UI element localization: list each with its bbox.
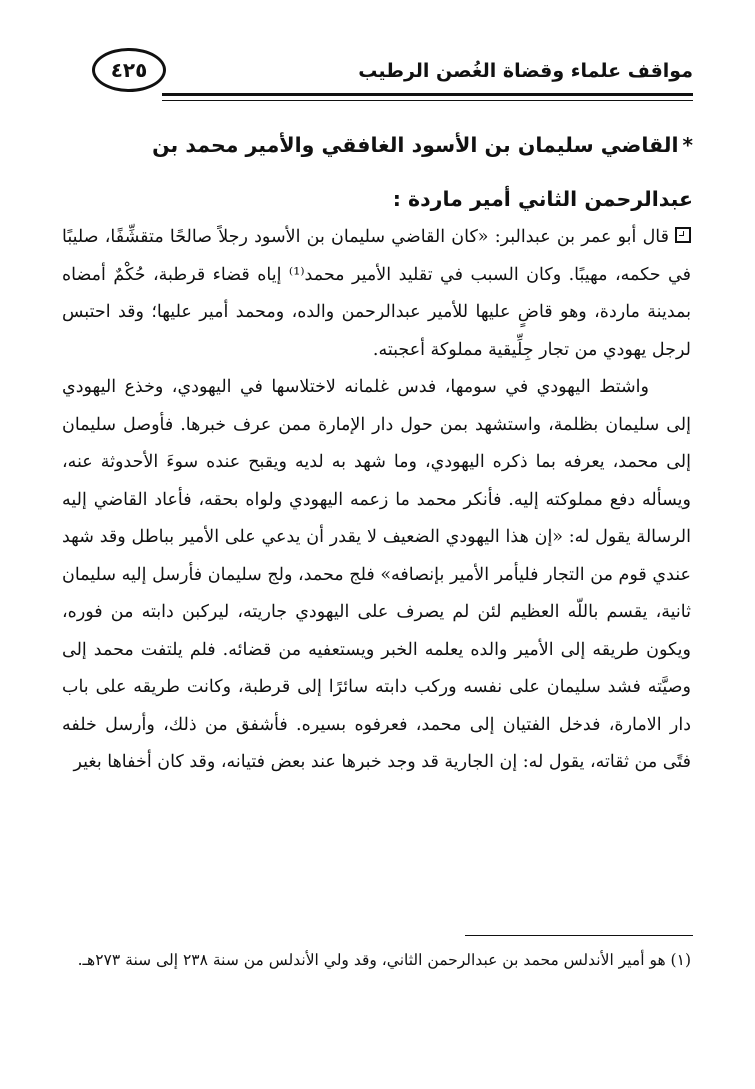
section-heading [58, 118, 693, 226]
footnote-1: (١) هو أمير الأندلس محمد بن عبدالرحمن الثاني، وقد ولي الأندلس من سنة ٢٣٨ إلى سنة ٢٧٣هـ. [77, 951, 691, 969]
paragraph-2: واشتط اليهودي في سومها، فدس غلمانه لاختلاسها في اليهودي، وخذع اليهودي إلى سليمان بظلمة، واستشهد بمن حول دار الإمارة ممن عرف خبرها. فأوصل سليمان إلى محمد، يعرفه بما ذكره اليهودي، وما شهد به لديه ويقبح عنده سوءَ الأحدوثة عنه، ويسأله دفع مملوكته إليه. فأنكر محمد ما زعمه اليهودي ولواه بحقه، فأعاد القاضي إليه الرسالة يقول له: «إن هذا اليهودي الضعيف لا يقدر أن يدعي على الأمير بباطل وقد شهد عندي قوم من التجار فليأمر الأمير بإنصافه» فلج محمد، ولج سليمان فأرسل إليه سليمان ثانية، يقسم باللّه العظيم لئن لم يصرف على اليهودي جاريته، ليركبن دابته من فوره، ويكون طريقه إلى الأمير والده يعلمه الخبر ويستعفيه من قضائه. فلم يلتفت محمد إلى وصيَّته فشد سليمان على نفسه وركب دابته سائرًا إلى قرطبة، وكانت طريقه على باب دار الامارة، فدخل الفتيان إلى محمد، فعرفوه بسيره. فأشفق من ذلك، وأرسل خلفه فتًى من ثقاته، يقول له: إن الجارية قد وجد خبرها عند بعض فتيانه، وقد كان أخفاها بغير [62, 377, 691, 772]
page-header [92, 38, 693, 96]
footnote-rule [465, 935, 693, 936]
page-number-badge [92, 48, 166, 92]
page-number: ٤٢٥ [110, 58, 148, 82]
running-title: مواقف علماء وقضاة الغُصن الرطيب [358, 60, 693, 82]
footnotes [62, 944, 691, 976]
body-text [62, 219, 691, 782]
checkbox-bullet-icon [675, 227, 691, 243]
header-rule-thin [162, 100, 693, 101]
heading-text: القاضي سليمان بن الأسود الغافقي والأمير محمد بن عبدالرحمن الثاني أمير ماردة : [152, 133, 693, 211]
paragraph-1-text: قال أبو عمر بن عبدالبر: «كان القاضي سليمان بن الأسود رجلاً صالحًا متقشِّفًا، صليبًا في حكمه، مهيبًا. وكان السبب في تقليد الأمير محمد⁽¹⁾ إياه قضاء قرطبة، حُكْمٌ أمضاه بمدينة ماردة، وهو قاضٍ عليها للأمير عبدالرحمن والده، ومحمد أمير عليها؛ وقد احتبس لرجل يهودي من تجار جِلِّيقية مملوكة أعجبته. [62, 227, 691, 360]
header-rule [162, 93, 693, 96]
heading-star-icon: * [682, 133, 693, 157]
paragraph-1 [62, 219, 691, 369]
